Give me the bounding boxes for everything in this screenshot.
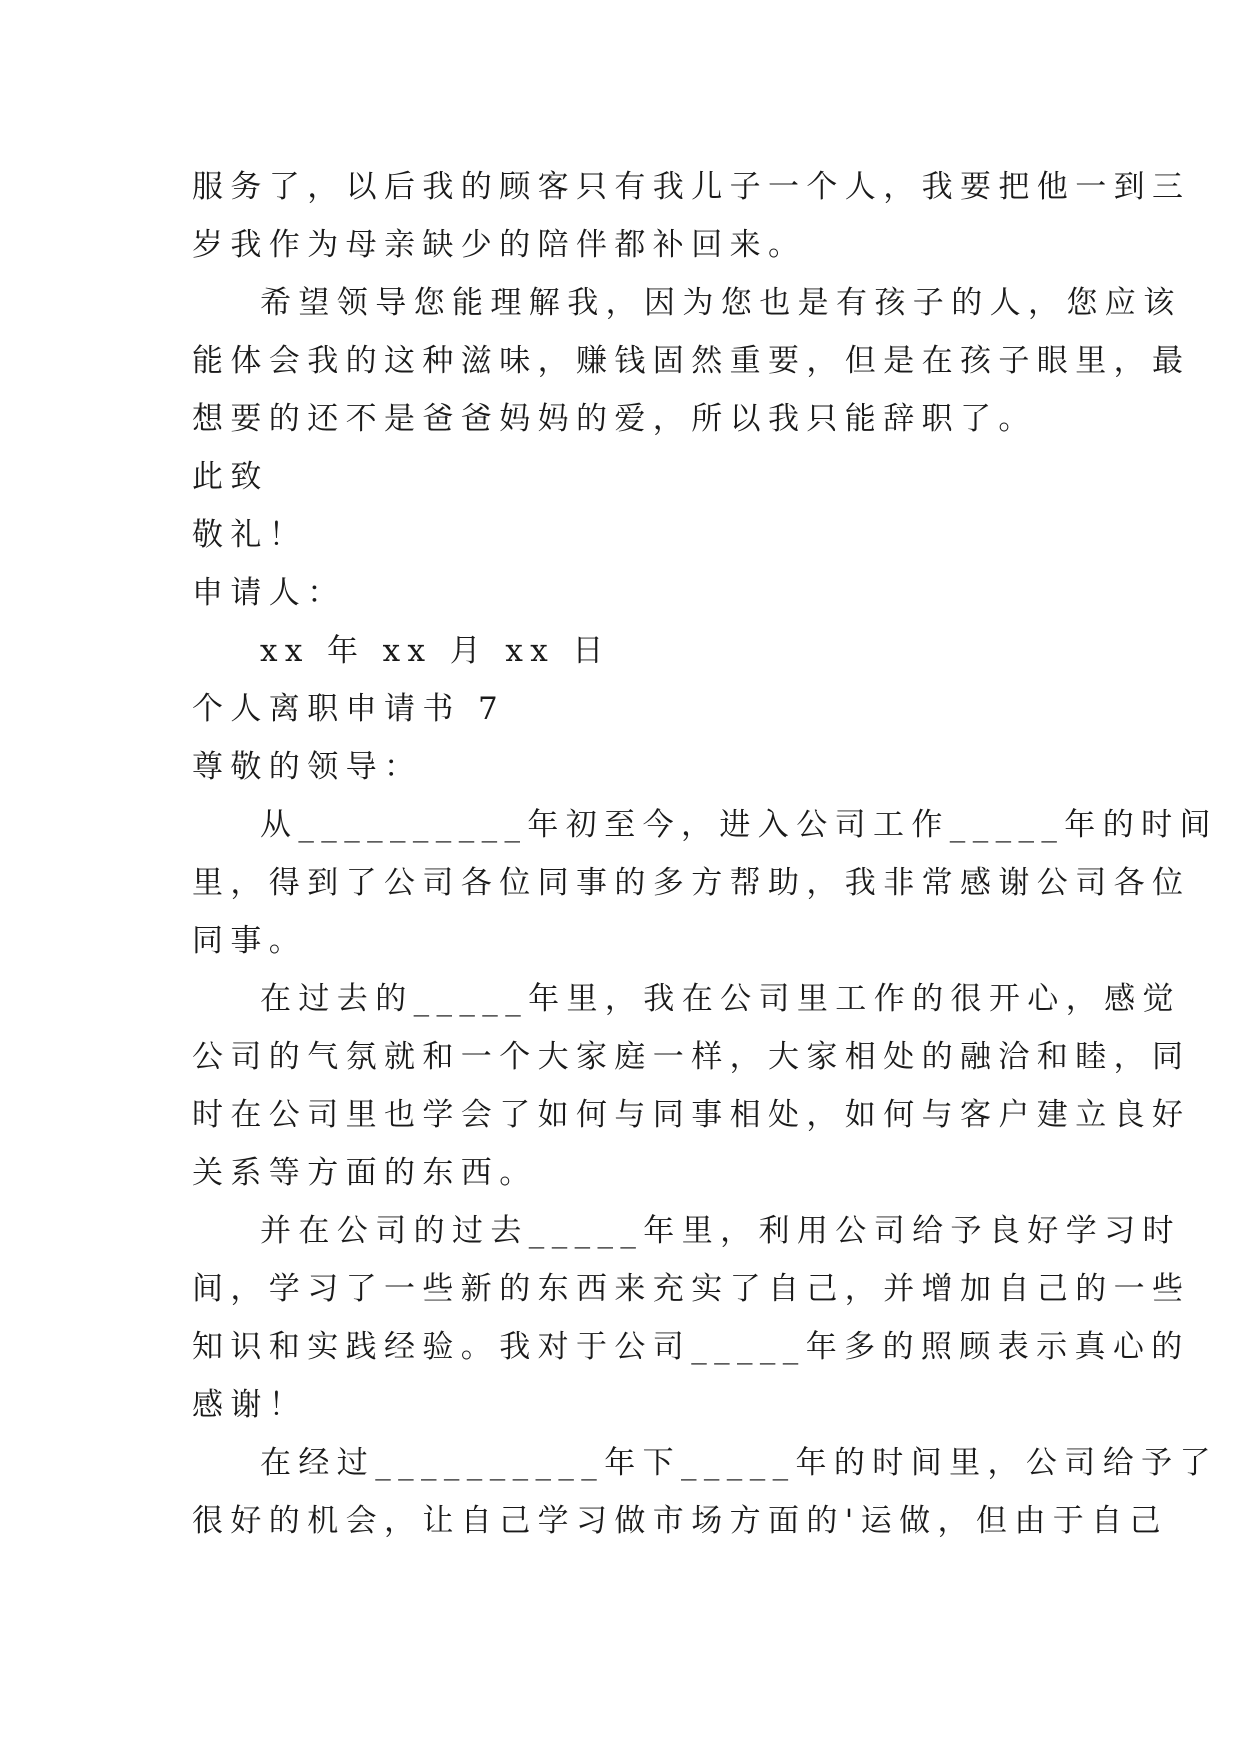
text-line: 间，学习了一些新的东西来充实了自己，并增加自己的一些 — [192, 1271, 1191, 1307]
text-line: 在过去的_____年里，我在公司里工作的很开心，感觉 — [260, 981, 1181, 1017]
applicant-line: 申请人： — [192, 575, 346, 611]
text-line: 能体会我的这种滋味，赚钱固然重要，但是在孩子眼里，最 — [192, 343, 1191, 379]
text-line: 里，得到了公司各位同事的多方帮助，我非常感谢公司各位 — [192, 865, 1191, 901]
text-line: 公司的气氛就和一个大家庭一样，大家相处的融洽和睦，同 — [192, 1039, 1191, 1075]
date-line: xx 年 xx 月 xx 日 — [260, 633, 611, 669]
text-line: 想要的还不是爸爸妈妈的爱，所以我只能辞职了。 — [192, 401, 1037, 437]
greeting-line: 尊敬的领导： — [192, 749, 423, 785]
text-line: 同事。 — [192, 923, 308, 959]
text-line: 服务了，以后我的顾客只有我儿子一个人，我要把他一到三 — [192, 169, 1191, 205]
text-line: 感谢！ — [192, 1387, 308, 1423]
document-page — [192, 158, 1218, 1550]
text-line: 希望领导您能理解我，因为您也是有孩子的人，您应该 — [260, 285, 1182, 321]
salutation-line: 敬礼！ — [192, 517, 308, 553]
text-line: 很好的机会，让自己学习做市场方面的'运做，但由于自己 — [192, 1503, 1168, 1539]
text-line: 并在公司的过去_____年里，利用公司给予良好学习时 — [260, 1213, 1181, 1249]
text-line: 知识和实践经验。我对于公司_____年多的照顾表示真心的 — [192, 1329, 1190, 1365]
text-line: 在经过__________年下_____年的时间里，公司给予了 — [260, 1445, 1218, 1481]
text-line: 时在公司里也学会了如何与同事相处，如何与客户建立良好 — [192, 1097, 1191, 1133]
text-line: 从__________年初至今，进入公司工作_____年的时间 — [260, 807, 1218, 843]
text-line: 关系等方面的东西。 — [192, 1155, 538, 1191]
text-line: 岁我作为母亲缺少的陪伴都补回来。 — [192, 227, 807, 263]
salutation-line: 此致 — [192, 459, 269, 495]
section-title: 个人离职申请书 7 — [192, 691, 506, 727]
